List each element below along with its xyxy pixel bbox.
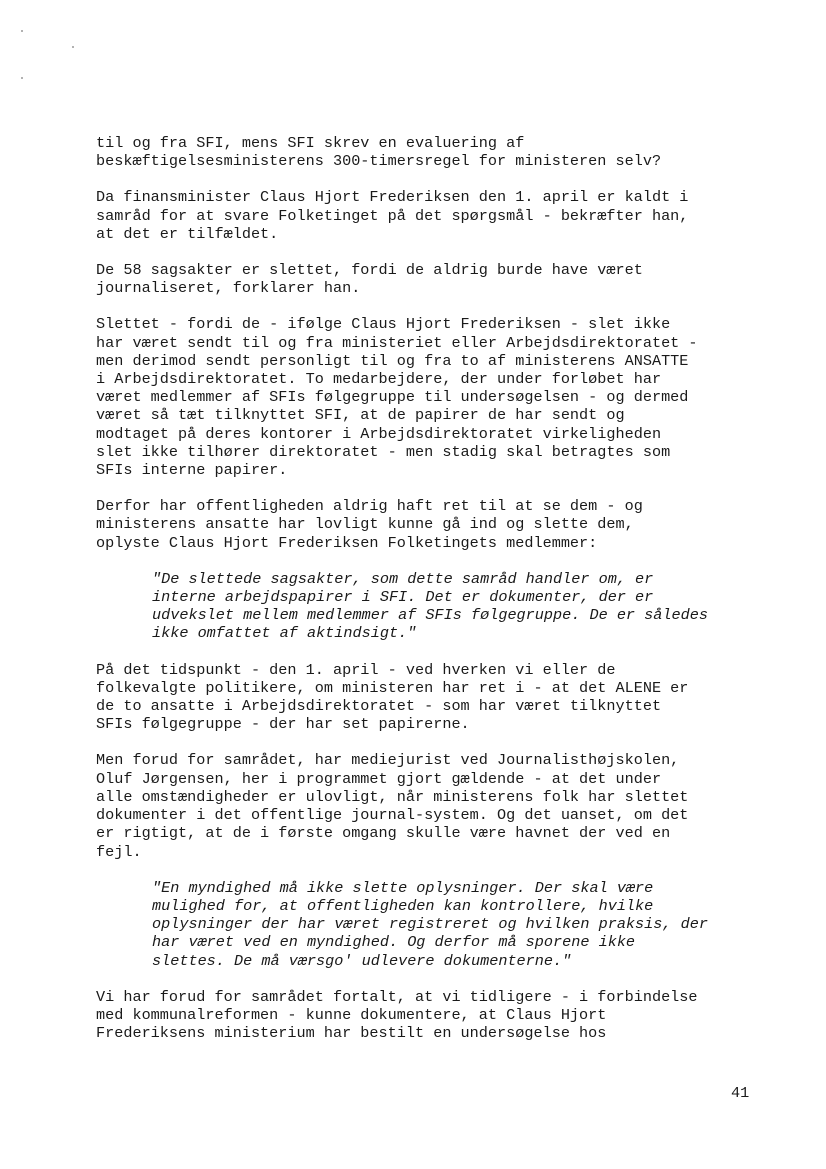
paragraph: De 58 sagsakter er slettet, fordi de aldrig burde have været journaliseret, forklarer han.	[96, 261, 643, 298]
scan-speck	[21, 77, 23, 79]
paragraph: Da finansminister Claus Hjort Frederiksen den 1. april er kaldt i samråd for at svare Folketinget på det spørgsmål - bekræfter han, at det er tilfældet.	[96, 188, 689, 243]
scan-speck	[72, 46, 74, 48]
paragraph: til og fra SFI, mens SFI skrev en evaluering af beskæftigelsesministerens 300-timersregel for ministeren selv?	[96, 134, 662, 171]
paragraph: Vi har forud for samrådet fortalt, at vi tidligere - i forbindelse med kommunalreformen - kunne dokumentere, at Claus Hjort Frederiksens ministerium har bestilt en undersøgelse hos	[96, 987, 698, 1043]
quotation: "De slettede sagsakter, som dette samråd handler om, er interne arbejdspapirer i SFI. Det er dokumenter, der er udvekslet mellem medlemmer af SFIs følgegruppe. De er således ikke omfattet af aktindsigt."	[152, 569, 708, 643]
paragraph: Slettet - fordi de - ifølge Claus Hjort Frederiksen - slet ikke har været sendt til og fra ministeriet eller Arbejdsdirektoratet - men derimod sendt personligt til og fra to af ministerens ANSATTE i Arbejdsdirektoratet. To medarbejdere, der under forløbet har været medlemmer af SFIs følgegruppe til undersøgelsen - og dermed været så tæt tilknyttet SFI, at de papirer de har sendt og modtaget på deres kontorer i Arbejdsdirektoratet virkeligheden slet ikke tilhører direktoratet - men stadig skal betragtes som SFIs interne papirer.	[96, 315, 698, 480]
paragraph: På det tidspunkt - den 1. april - ved hverken vi eller de folkevalgte politikere, om ministeren har ret i - at det ALENE er de to ansatte i Arbejdsdirektoratet - som har været tilknyttet SFIs følgegruppe - der har set papirerne.	[96, 660, 689, 734]
body-text	[96, 134, 786, 1060]
paragraph: Derfor har offentligheden aldrig haft ret til at se dem - og ministerens ansatte har lovligt kunne gå ind og slette dem, oplyste Claus Hjort Frederiksen Folketingets medlemmer:	[96, 497, 643, 552]
quotation: "En myndighed må ikke slette oplysninger. Der skal være mulighed for, at offentligheden kan kontrollere, hvilke oplysninger der har været registreret og hvilken praksis, der har været ved en myndighed. Og derfor må sporene ikke slettes. De må værsgo' udlevere dokumenterne."	[152, 878, 708, 970]
paragraph: Men forud for samrådet, har mediejurist ved Journalisthøjskolen, Oluf Jørgensen, her i programmet gjort gældende - at det under alle omstændigheder er ulovligt, når ministerens folk har slettet dokumenter i det offentlige journal-system. Og det uanset, om det er rigtigt, at de i første omgang skulle være havnet der ved en fejl.	[96, 751, 689, 861]
page-number: 41	[731, 1084, 750, 1102]
scan-speck	[21, 30, 23, 32]
